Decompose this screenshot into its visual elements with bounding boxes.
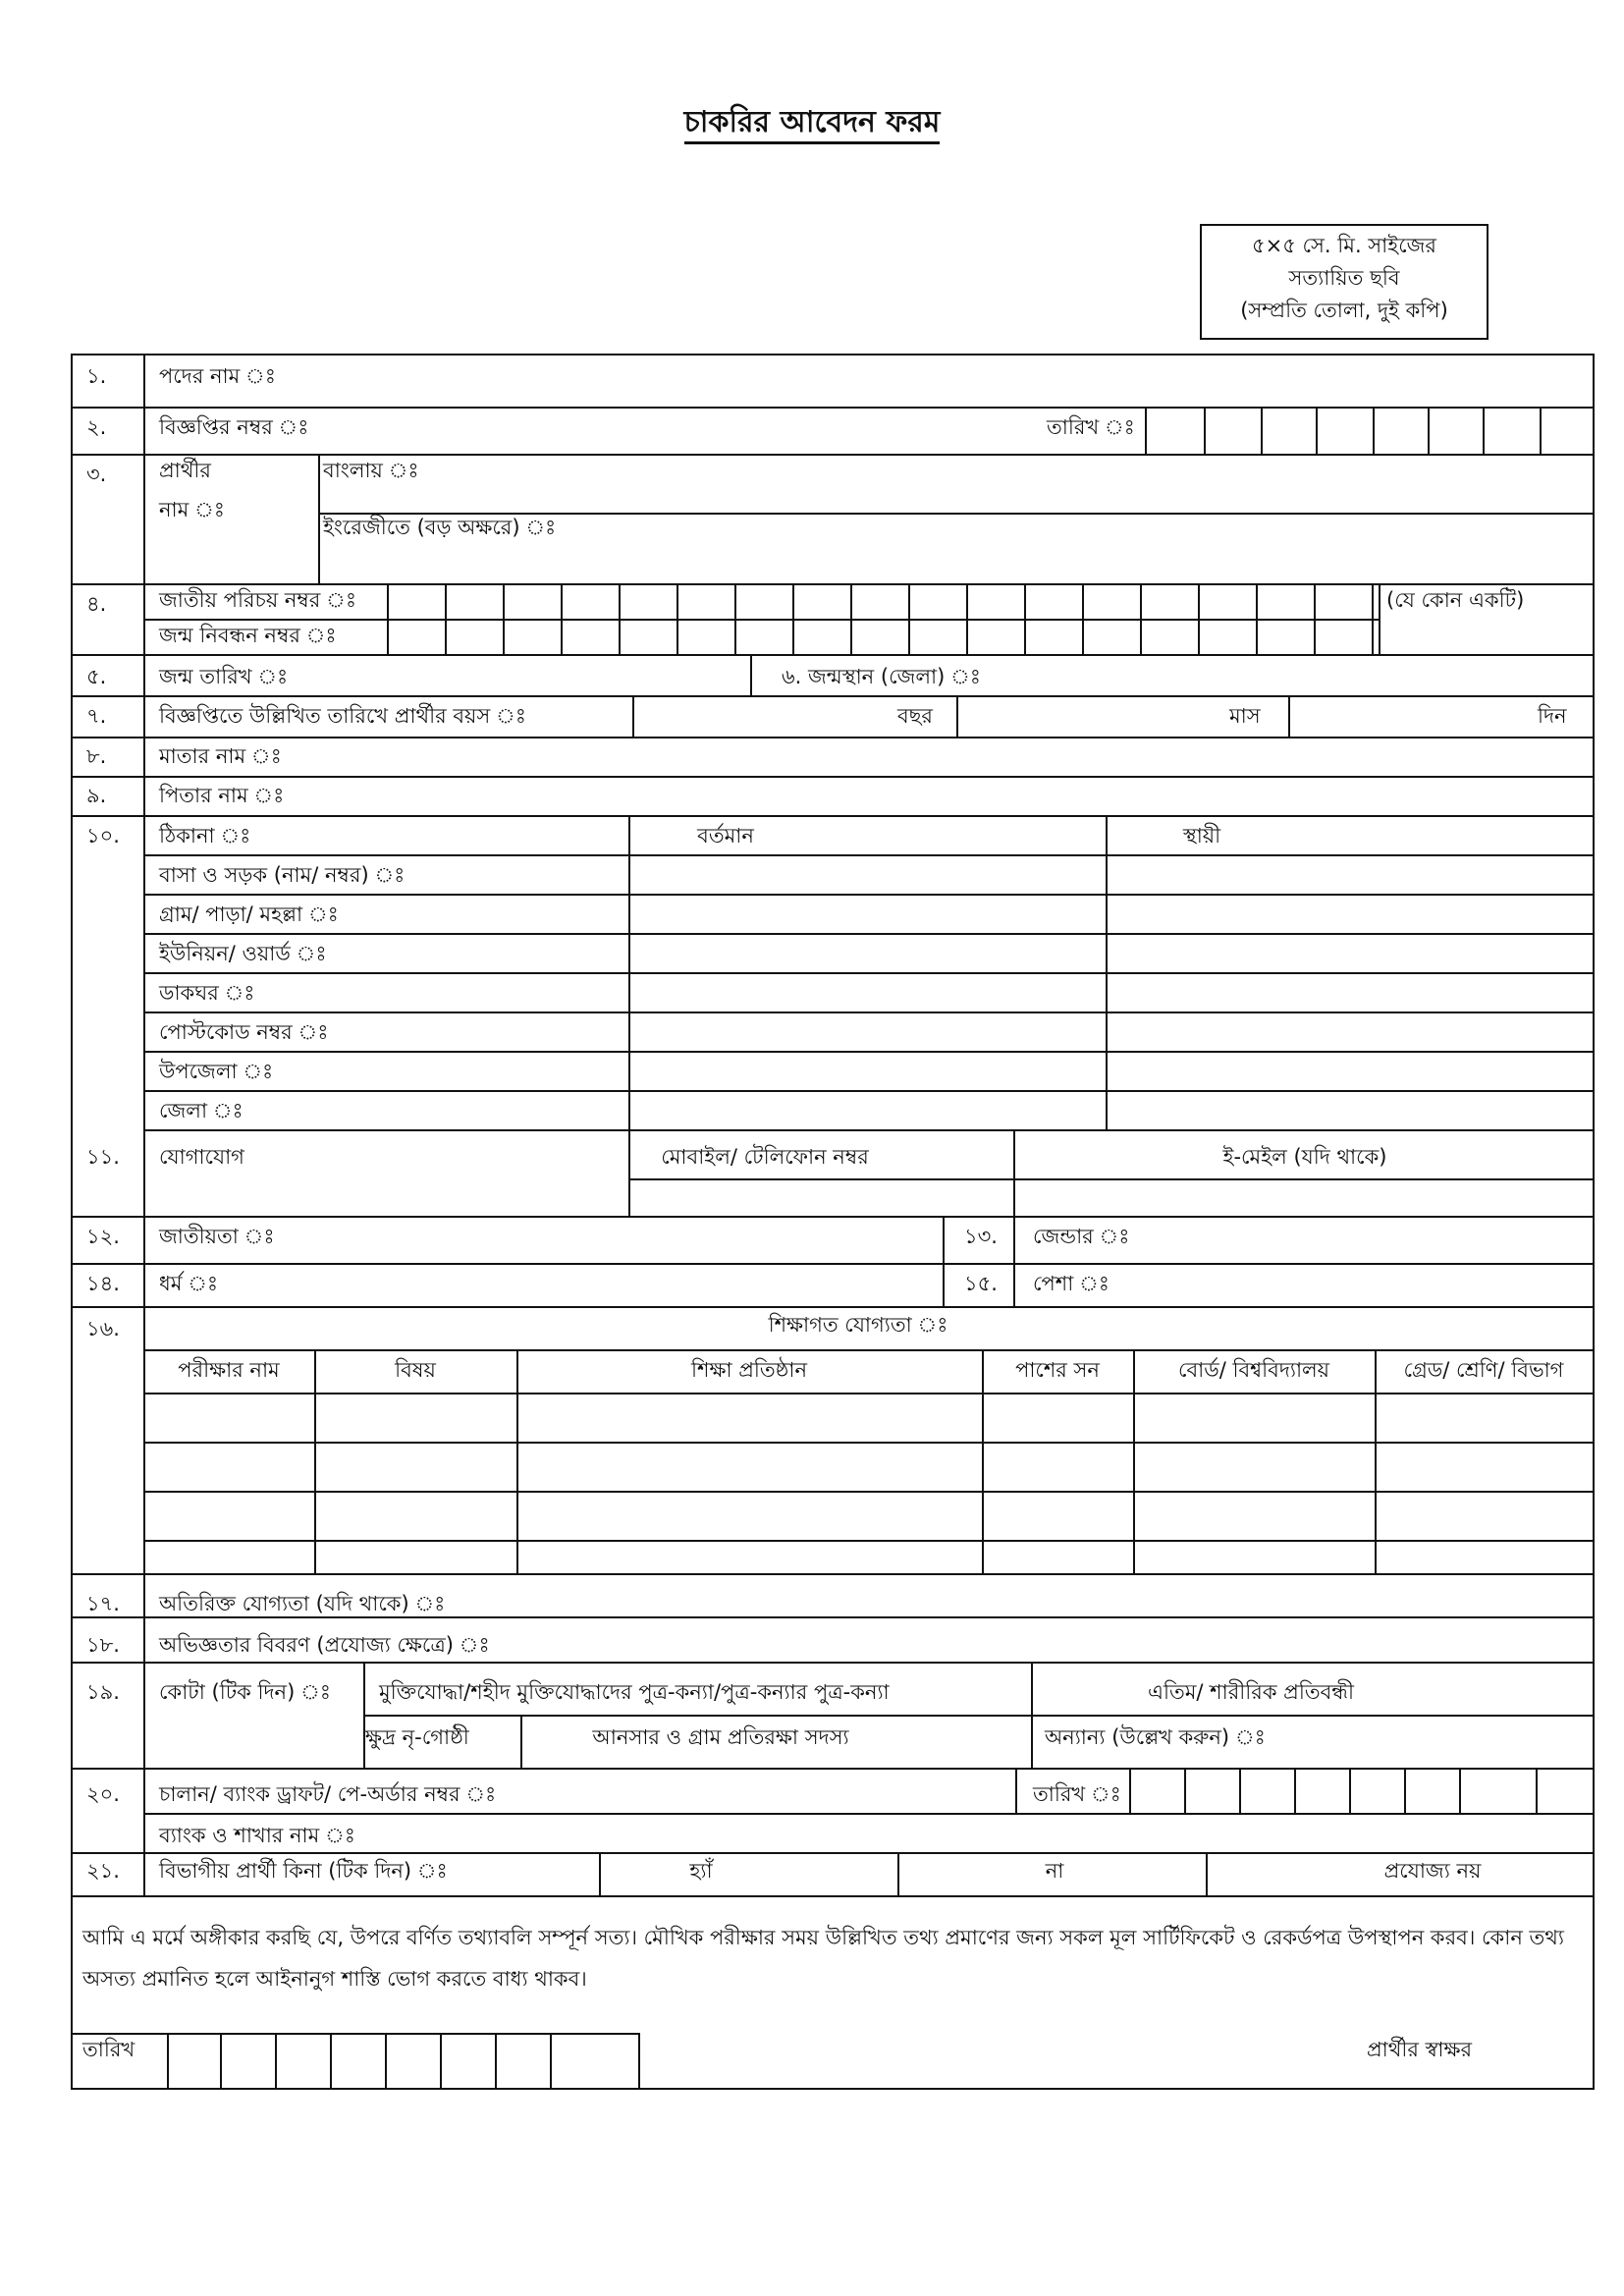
grid-line (966, 583, 968, 654)
grid-line (314, 1349, 316, 1573)
grid-line (632, 695, 634, 737)
challan-label: চালান/ ব্যাংক ড্রাফট/ পে-অর্ডার নম্বর ঃ (159, 1782, 497, 1806)
grid-line (520, 1715, 522, 1768)
grid-line (1404, 1768, 1406, 1813)
grid-line (1540, 407, 1542, 454)
grid-line (850, 583, 852, 654)
education-column-header: বোর্ড/ বিশ্ববিদ্যালয় (1177, 1358, 1330, 1382)
row-number: ১৪. (86, 1272, 120, 1295)
circular-number-label: বিজ্ঞপ্তির নম্বর ঃ (159, 415, 309, 439)
grid-line (1288, 695, 1290, 737)
grid-line (143, 619, 1379, 621)
education-header: শিক্ষাগত যোগ্যতা ঃ (768, 1313, 948, 1337)
grid-line (1140, 583, 1142, 654)
row-number: ৭. (86, 704, 107, 728)
grid-line (220, 2033, 222, 2090)
page-title: চাকরির আবেদন ফরম (0, 98, 1624, 148)
grid-line (385, 2033, 387, 2090)
circular-date-label: তারিখ ঃ (1047, 415, 1135, 439)
grid-line (1204, 407, 1206, 454)
education-column-header: পরীক্ষার নাম (178, 1358, 280, 1382)
grid-line (1015, 1768, 1017, 1813)
row-number: ১৬. (86, 1317, 120, 1340)
address-field-label: ইউনিয়ন/ ওয়ার্ড ঃ (159, 942, 327, 965)
row-number: ১৫. (964, 1272, 998, 1295)
row-number: ২১. (86, 1859, 120, 1883)
row-number: ১২. (86, 1225, 120, 1248)
grid-line (73, 2033, 638, 2035)
departmental-no[interactable]: না (1045, 1859, 1064, 1883)
grid-line (143, 854, 1593, 856)
grid-line (275, 2033, 277, 2090)
nationality-label: জাতীয়তা ঃ (159, 1225, 275, 1248)
grid-line (73, 654, 1593, 656)
grid-line (628, 1178, 1593, 1180)
grid-line (638, 2033, 640, 2090)
gender-label: জেন্ডার ঃ (1033, 1225, 1130, 1248)
quota-ansar-vdp[interactable]: আনসার ও গ্রাম প্রতিরক্ষা সদস্য (592, 1725, 849, 1749)
grid-line (1428, 407, 1430, 454)
grid-line (440, 2033, 442, 2090)
grid-line (1145, 407, 1147, 454)
grid-line (1294, 1768, 1296, 1813)
contact-label: যোগাযোগ (159, 1145, 244, 1169)
grid-line (628, 1129, 630, 1216)
row-number: ১৭. (86, 1592, 120, 1615)
grid-line (73, 1852, 1593, 1854)
row-number: ২০. (86, 1782, 120, 1806)
grid-line (143, 1813, 1593, 1815)
post-name-label: পদের নাম ঃ (159, 364, 276, 388)
grid-line (73, 695, 1593, 697)
grid-line (1133, 1349, 1135, 1573)
grid-line (143, 1090, 1593, 1092)
photo-box-line: ৫×৫ সে. মি. সাইজের (1252, 234, 1436, 257)
extra-qualification-label: অতিরিক্ত যোগ্যতা (যদি থাকে) ঃ (159, 1592, 446, 1615)
nid-label: জাতীয় পরিচয় নম্বর ঃ (159, 588, 357, 612)
grid-line (1256, 583, 1258, 654)
grid-line (1198, 583, 1200, 654)
declaration-text: আমি এ মর্মে অঙ্গীকার করছি যে, উপরে বর্ণিত তথ্যাবলি সম্পূর্ন সত্য। মৌখিক পরীক্ষার সময় উল্লিখিত তথ্য প্রমাণের জন্য সকল মূল সার্টিফিকেট ও রেকর্ডপত্র উপস্থাপন করব। কোন তথ্য অসত্য প্রমানিত হলে আইনানুগ শাস্তি ভোগ করতে বাধ্য থাকব। (82, 1926, 1564, 1991)
signature-label: প্রার্থীর স্বাক্ষর (1367, 2038, 1473, 2061)
age-day-label: দিন (1538, 704, 1567, 728)
row-number: ১৯. (86, 1680, 120, 1704)
grid-line (1013, 1216, 1015, 1306)
grid-line (1373, 407, 1375, 454)
grid-line (73, 407, 1593, 409)
quota-orphan-disabled[interactable]: এতিম/ শারীরিক প্রতিবন্ধী (1148, 1680, 1354, 1704)
religion-label: ধর্ম ঃ (159, 1272, 219, 1295)
grid-line (363, 1715, 1593, 1717)
education-column-header: গ্রেড/ শ্রেণি/ বিভাগ (1403, 1358, 1564, 1382)
grid-line (73, 1662, 1593, 1664)
father-name-label: পিতার নাম ঃ (159, 784, 285, 807)
grid-line (143, 894, 1593, 896)
departmental-label: বিভাগীয় প্রার্থী কিনা (টিক দিন) ঃ (159, 1859, 448, 1883)
departmental-yes[interactable]: হ্যাঁ (689, 1859, 713, 1883)
grid-line (1106, 815, 1108, 1129)
photo-box-line: সত্যায়িত ছবি (1288, 266, 1400, 290)
grid-line (677, 583, 678, 654)
row-number: ৩. (86, 463, 107, 486)
nid-note: (যে কোন একটি) (1386, 588, 1525, 612)
row-number: ৮. (86, 744, 107, 768)
age-year-label: বছর (897, 704, 933, 728)
education-column-header: পাশের সন (1015, 1358, 1100, 1382)
row-number: ১৮. (86, 1633, 120, 1657)
grid-line (73, 1895, 1593, 1897)
grid-line (1184, 1768, 1186, 1813)
grid-line (143, 1129, 1593, 1131)
grid-line (516, 1349, 518, 1573)
bank-branch-label: ব্যাংক ও শাখার নাম ঃ (159, 1824, 355, 1847)
grid-line (167, 2033, 169, 2090)
grid-line (1314, 583, 1316, 654)
grid-line (73, 1768, 1593, 1770)
grid-line (956, 695, 958, 737)
email-header: ই-মেইল (যদি থাকে) (1222, 1145, 1387, 1169)
grid-line (561, 583, 563, 654)
grid-line (73, 1263, 1593, 1265)
grid-line (1206, 1852, 1208, 1895)
grid-line (143, 1051, 1593, 1053)
photo-box-line: (সম্প্রতি তোলা, দুই কপি) (1240, 299, 1448, 322)
grid-line (143, 972, 1593, 974)
grid-line (445, 583, 447, 654)
grid-line (1459, 1768, 1461, 1813)
address-field-label: পোস্টকোড নম্বর ঃ (159, 1020, 329, 1044)
grid-line (1536, 1768, 1538, 1813)
row-number: ২. (86, 415, 107, 439)
grid-line (1483, 407, 1485, 454)
grid-line (73, 583, 1593, 585)
age-label: বিজ্ঞপ্তিতে উল্লিখিত তারিখে প্রার্থীর বয়স ঃ (159, 704, 526, 728)
row-number: ১০. (86, 824, 120, 847)
grid-line (734, 583, 736, 654)
grid-line (1082, 583, 1084, 654)
grid-line (495, 2033, 497, 2090)
grid-line (143, 355, 145, 1895)
grid-line (792, 583, 794, 654)
grid-line (143, 1011, 1593, 1013)
birth-reg-label: জন্ম নিবন্ধন নম্বর ঃ (159, 624, 337, 647)
grid-line (1349, 1768, 1351, 1813)
mother-name-label: মাতার নাম ঃ (159, 744, 282, 768)
departmental-na[interactable]: প্রযোজ্য নয় (1383, 1859, 1482, 1883)
address-field-label: গ্রাম/ পাড়া/ মহল্লা ঃ (159, 902, 339, 926)
age-month-label: মাস (1229, 704, 1261, 728)
quota-freedom-fighter[interactable]: মুক্তিযোদ্ধা/শহীদ মুক্তিযোদ্ধাদের পুত্র-কন্যা/পুত্র-কন্যার পুত্র-কন্যা (379, 1680, 890, 1704)
name-english-label: ইংরেজীতে (বড় অক্ষরে) ঃ (323, 516, 557, 539)
quota-label: কোটা (টিক দিন) ঃ (159, 1680, 331, 1704)
row-number: ৫. (86, 665, 107, 688)
applicant-name-label: প্রার্থীর (159, 459, 211, 482)
quota-ethnic[interactable]: ক্ষুদ্র নৃ-গোষ্ঠী (365, 1725, 469, 1749)
grid-line (1239, 1768, 1241, 1813)
grid-line (73, 454, 1593, 456)
grid-line (1031, 1662, 1033, 1768)
address-label: ঠিকানা ঃ (159, 824, 251, 847)
permanent-address-header: স্থায়ী (1182, 824, 1221, 847)
row-number: ৪. (86, 592, 107, 616)
grid-line (1375, 1349, 1377, 1573)
application-form (71, 354, 1595, 2090)
address-field-label: বাসা ও সড়ক (নাম/ নম্বর) ঃ (159, 863, 406, 887)
challan-date-label: তারিখ ঃ (1033, 1782, 1121, 1806)
grid-line (1261, 407, 1263, 454)
occupation-label: পেশা ঃ (1033, 1272, 1110, 1295)
quota-other[interactable]: অন্যান্য (উল্লেখ করুন) ঃ (1045, 1725, 1266, 1749)
grid-line (982, 1349, 984, 1573)
grid-line (943, 1216, 945, 1306)
phone-header: মোবাইল/ টেলিফোন নম্বর (661, 1145, 869, 1169)
grid-line (1372, 583, 1374, 654)
applicant-name-label: নাম ঃ (159, 498, 225, 521)
grid-line (897, 1852, 899, 1895)
grid-line (73, 1306, 1593, 1308)
grid-line (73, 1616, 1593, 1618)
name-bangla-label: বাংলায় ঃ (323, 459, 419, 482)
photo-box[interactable] (1200, 224, 1489, 340)
grid-line (599, 1852, 601, 1895)
grid-line (908, 583, 910, 654)
grid-line (750, 654, 752, 695)
grid-line (1129, 1768, 1131, 1813)
grid-line (387, 583, 389, 654)
grid-line (619, 583, 621, 654)
birthplace-label: ৬. জন্মস্থান (জেলা) ঃ (782, 665, 981, 688)
education-column-header: শিক্ষা প্রতিষ্ঠান (691, 1358, 807, 1382)
grid-line (143, 933, 1593, 935)
education-column-header: বিষয় (395, 1358, 436, 1382)
grid-line (1013, 1129, 1015, 1216)
address-field-label: ডাকঘর ঃ (159, 981, 255, 1005)
grid-line (1316, 407, 1318, 454)
dob-label: জন্ম তারিখ ঃ (159, 665, 289, 688)
footer-date-label: তারিখ (82, 2038, 135, 2061)
grid-line (550, 2033, 552, 2090)
address-field-label: জেলা ঃ (159, 1099, 244, 1122)
address-field-label: উপজেলা ঃ (159, 1060, 274, 1083)
grid-line (73, 1573, 1593, 1575)
grid-line (330, 2033, 332, 2090)
grid-line (73, 737, 1593, 738)
row-number: ১৩. (964, 1225, 998, 1248)
grid-line (503, 583, 505, 654)
present-address-header: বর্তমান (697, 824, 754, 847)
row-number: ৯. (86, 784, 107, 807)
grid-line (1379, 583, 1380, 654)
grid-line (628, 815, 630, 1129)
grid-line (73, 776, 1593, 778)
grid-line (73, 1216, 1593, 1218)
row-number: ১১. (86, 1145, 120, 1169)
grid-line (1024, 583, 1026, 654)
row-number: ১. (86, 364, 107, 388)
experience-label: অভিজ্ঞতার বিবরণ (প্রযোজ্য ক্ষেত্রে) ঃ (159, 1633, 490, 1657)
grid-line (73, 815, 1593, 817)
grid-line (318, 454, 320, 583)
